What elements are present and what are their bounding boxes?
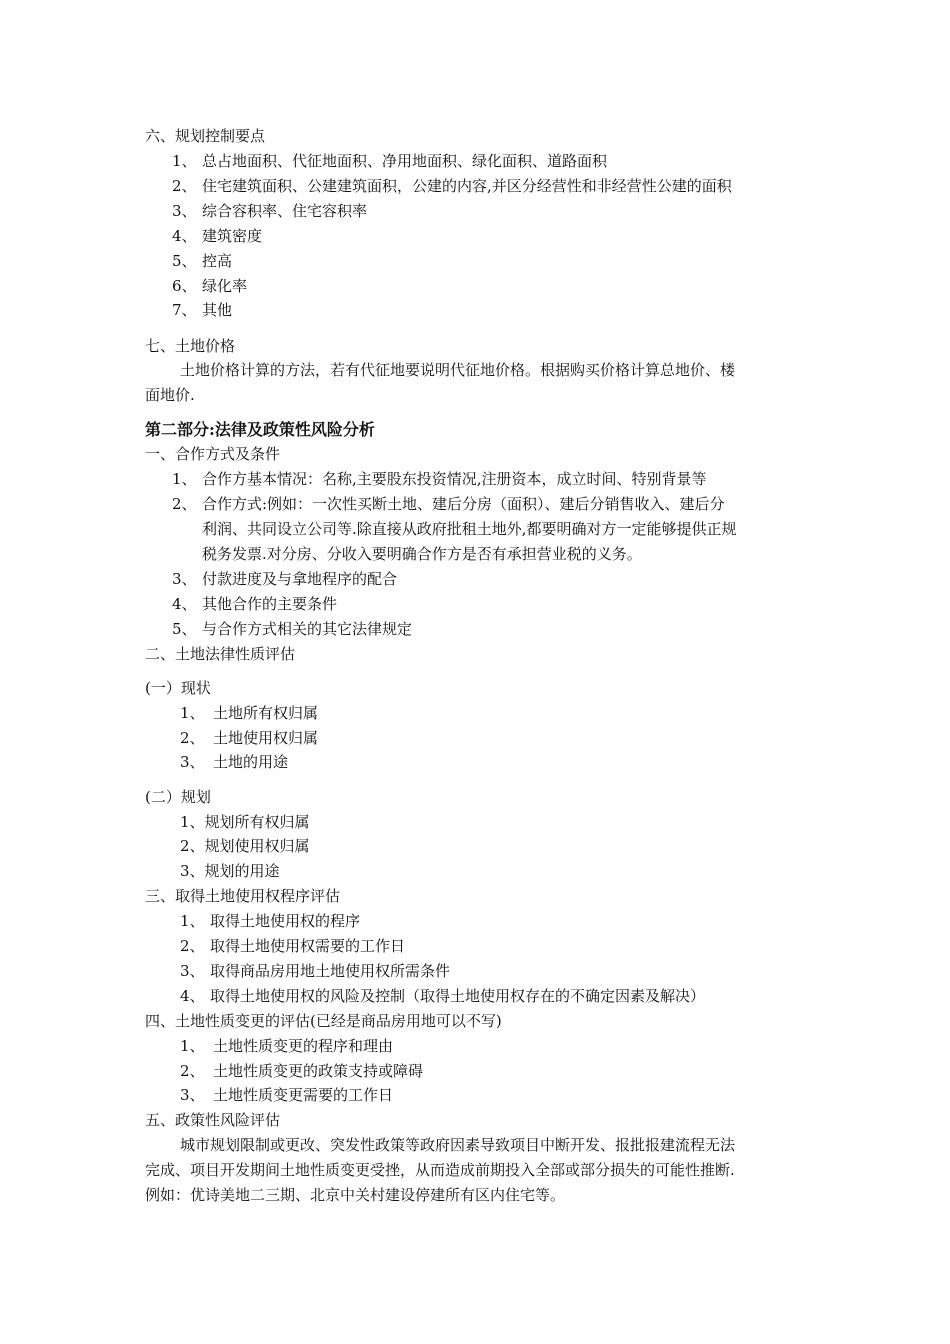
list-number: 3、 [180, 962, 205, 980]
list-number: 2、 [172, 177, 197, 195]
list-number: 3、 [172, 202, 197, 220]
list-item [172, 276, 247, 296]
list-continuation: 利润、共同设立公司等.除直接从政府批租土地外,都要明确对方一定能够提供正规 [202, 520, 737, 538]
list-text: 取得土地使用权的程序 [210, 912, 361, 930]
list-number: 3、 [180, 753, 205, 771]
list-number: 2、 [180, 729, 205, 747]
list-number: 4、 [172, 595, 197, 613]
list-text: 合作方基本情况：名称,主要股东投资情况,注册资本，成立时间、特别背景等 [202, 470, 707, 488]
paragraph-line: 例如：优诗美地二三期、北京中关村建设停建所有区内住宅等。 [145, 1186, 566, 1204]
subsection-title: (一）现状 [145, 679, 211, 697]
list-text: 取得土地使用权的风险及控制（取得土地使用权存在的不确定因素及解决） [210, 987, 706, 1005]
list-item [180, 703, 318, 723]
list-number: 1、 [172, 152, 197, 170]
list-number: 4、 [172, 227, 197, 245]
list-item [172, 226, 262, 246]
subsection-title: (二）规划 [145, 788, 211, 806]
list-item [180, 986, 705, 1006]
list-item [172, 569, 397, 589]
list-text: 控高 [202, 252, 233, 270]
list-item [172, 469, 707, 489]
list-item: 1、规划所有权归属 [180, 813, 310, 831]
list-text: 土地使用权归属 [213, 729, 319, 747]
section7-title: 七、土地价格 [145, 337, 236, 355]
list-text: 其他合作的主要条件 [202, 595, 338, 613]
list-continuation: 税务发票.对分房、分收入要明确合作方是否有承担营业税的义务。 [202, 545, 642, 563]
paragraph-line: 土地价格计算的方法，若有代征地要说明代征地价格。根据购买价格计算总地价、楼 [180, 361, 736, 379]
list-item [180, 936, 405, 956]
list-item [172, 201, 367, 221]
section-title: 四、土地性质变更的评估(已经是商品房用地可以不写) [145, 1012, 502, 1030]
list-text: 综合容积率、住宅容积率 [202, 202, 368, 220]
list-item [172, 300, 232, 320]
list-text: 住宅建筑面积、公建建筑面积，公建的内容,并区分经营性和非经营性公建的面积 [202, 177, 732, 195]
list-number: 5、 [172, 620, 197, 638]
paragraph-line: 城市规划限制或更改、突发性政策等政府因素导致项目中断开发、报批报建流程无法 [180, 1136, 736, 1154]
list-item [180, 728, 318, 748]
section6-title: 六、规划控制要点 [145, 127, 266, 145]
list-item [172, 594, 337, 614]
list-number: 2、 [172, 495, 197, 513]
list-text: 土地所有权归属 [213, 704, 319, 722]
list-item [180, 752, 288, 772]
list-item [172, 619, 412, 639]
list-item [180, 1036, 393, 1056]
list-number: 1、 [172, 470, 197, 488]
list-text: 土地的用途 [213, 753, 289, 771]
list-item [180, 911, 360, 931]
list-text: 付款进度及与拿地程序的配合 [202, 570, 398, 588]
list-number: 2、 [180, 1062, 205, 1080]
paragraph-line: 面地价. [145, 386, 195, 404]
list-item: 2、规划使用权归属 [180, 837, 310, 855]
list-item [180, 1085, 393, 1105]
list-number: 1、 [180, 1037, 205, 1055]
list-number: 1、 [180, 912, 205, 930]
paragraph-line: 完成、项目开发期间土地性质变更受挫，从而造成前期投入全部或部分损失的可能性推断. [145, 1161, 735, 1179]
list-text: 土地性质变更需要的工作日 [213, 1086, 394, 1104]
list-item [180, 1061, 423, 1081]
list-number: 4、 [180, 987, 205, 1005]
list-text: 取得商品房用地土地使用权所需条件 [210, 962, 451, 980]
list-number: 7、 [172, 301, 197, 319]
list-item [180, 961, 450, 981]
list-text: 土地性质变更的程序和理由 [213, 1037, 394, 1055]
section-title: 五、政策性风险评估 [145, 1111, 281, 1129]
list-text: 土地性质变更的政策支持或障碍 [213, 1062, 424, 1080]
list-number: 5、 [172, 252, 197, 270]
list-item [172, 494, 725, 514]
list-text: 与合作方式相关的其它法律规定 [202, 620, 413, 638]
list-number: 3、 [172, 570, 197, 588]
list-text: 取得土地使用权需要的工作日 [210, 937, 406, 955]
list-number: 3、 [180, 1086, 205, 1104]
section-title: 二、土地法律性质评估 [145, 645, 296, 663]
list-text: 合作方式:例如：一次性买断土地、建后分房（面积）、建后分销售收入、建后分 [202, 495, 725, 513]
list-number: 2、 [180, 937, 205, 955]
list-text: 其他 [202, 301, 233, 319]
list-item [172, 176, 732, 196]
list-text: 总占地面积、代征地面积、净用地面积、绿化面积、道路面积 [202, 152, 608, 170]
list-text: 绿化率 [202, 277, 248, 295]
list-number: 6、 [172, 277, 197, 295]
list-text: 建筑密度 [202, 227, 263, 245]
list-item [172, 151, 607, 171]
section-title: 一、合作方式及条件 [145, 445, 281, 463]
list-number: 1、 [180, 704, 205, 722]
list-item [172, 251, 232, 271]
section-title: 三、取得土地使用权程序评估 [145, 887, 341, 905]
list-item: 3、规划的用途 [180, 862, 280, 880]
part2-heading: 第二部分:法律及政策性风险分析 [145, 420, 375, 439]
